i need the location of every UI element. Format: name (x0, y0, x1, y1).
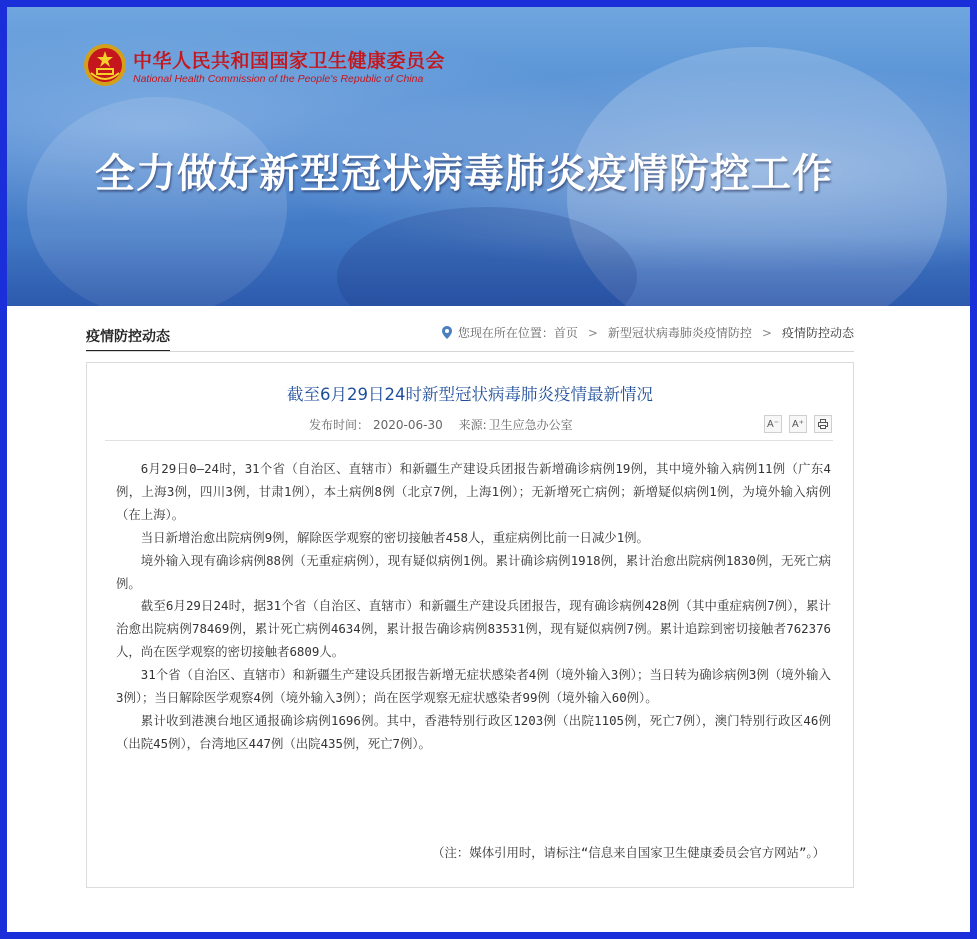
article-paragraph: 截至6月29日24时，据31个省（自治区、直辖市）和新疆生产建设兵团报告，现有确诊病例428例（其中重症病例7例），累计治愈出院病例78469例，累计死亡病例4634例，累计报告确诊病例83531例，现有疑似病例7例。累计追踪到密切接触者762376人，尚在医学观察的密切接触者6809人。 (116, 598, 831, 660)
page-frame (7, 7, 970, 932)
source-label: 来源: (458, 418, 487, 432)
breadcrumb-covid-link[interactable]: 新型冠状病毒肺炎疫情防控 (607, 326, 752, 340)
article-paragraph: 31个省（自治区、直辖市）和新疆生产建设兵团报告新增无症状感染者4例（境外输入3例）；当日转为确诊病例3例（境外输入3例）；当日解除医学观察4例（境外输入3例）；尚在医学观察无症状感染者99例（境外输入60例）。 (116, 667, 831, 706)
font-larger-button[interactable]: A⁺ (789, 415, 807, 433)
location-pin-icon (442, 326, 452, 339)
header-banner (7, 7, 970, 306)
article-tools (764, 415, 832, 433)
article-paragraph: 6月29日0—24时，31个省（自治区、直辖市）和新疆生产建设兵团报告新增确诊病例19例，其中境外输入病例11例（广东4例，上海3例，四川3例，甘肃1例），本土病例8例（北京7例，上海1例）；无新增死亡病例；新增疑似病例1例，为境外输入病例（在上海）。 (116, 461, 831, 522)
print-button[interactable] (814, 415, 832, 433)
article-title: 截至6月29日24时新型冠状病毒肺炎疫情最新情况 (287, 385, 653, 404)
breadcrumb-prefix: 您现在所在位置： (457, 326, 554, 340)
print-icon (818, 419, 828, 429)
section-title: 疫情防控动态 (86, 326, 170, 352)
banner-slogan: 全力做好新型冠状病毒肺炎疫情防控工作 (95, 151, 833, 197)
breadcrumb-home-link[interactable]: 首页 (553, 326, 578, 340)
breadcrumb-current: 疫情防控动态 (781, 326, 854, 340)
source-value: 卫生应急办公室 (488, 418, 573, 432)
article-paragraph: 境外输入现有确诊病例88例（无重症病例），现有疑似病例1例。累计确诊病例1918例，累计治愈出院病例1830例，无死亡病例。 (116, 552, 831, 591)
breadcrumb (442, 324, 854, 341)
breadcrumb-separator: > (761, 325, 772, 340)
banner-glow (7, 236, 970, 306)
org-name-zh[interactable]: 中华人民共和国国家卫生健康委员会 (133, 50, 446, 72)
font-smaller-button[interactable]: A⁻ (764, 415, 782, 433)
article-body (116, 458, 831, 756)
org-name-en[interactable]: National Health Commission of the People's Republic of China (133, 73, 424, 85)
article-paragraph: 当日新增治愈出院病例9例，解除医学观察的密切接触者458人，重症病例比前一日减少1例。 (140, 529, 649, 545)
article-box (86, 362, 854, 888)
publish-label: 发布时间： (309, 418, 370, 432)
national-emblem-icon[interactable] (83, 43, 127, 87)
section-divider (86, 351, 854, 352)
article-divider (105, 440, 833, 441)
publish-date: 2020-06-30 (373, 418, 443, 432)
article-meta (309, 416, 577, 433)
article-paragraph: 累计收到港澳台地区通报确诊病例1696例。其中，香港特别行政区1203例（出院1105例，死亡7例），澳门特别行政区46例（出院45例），台湾地区447例（出院435例，死亡7例）。 (116, 712, 831, 751)
breadcrumb-separator: > (587, 325, 598, 340)
citation-note: （注：媒体引用时，请标注“信息来自国家卫生健康委员会官方网站”。） (432, 845, 825, 860)
